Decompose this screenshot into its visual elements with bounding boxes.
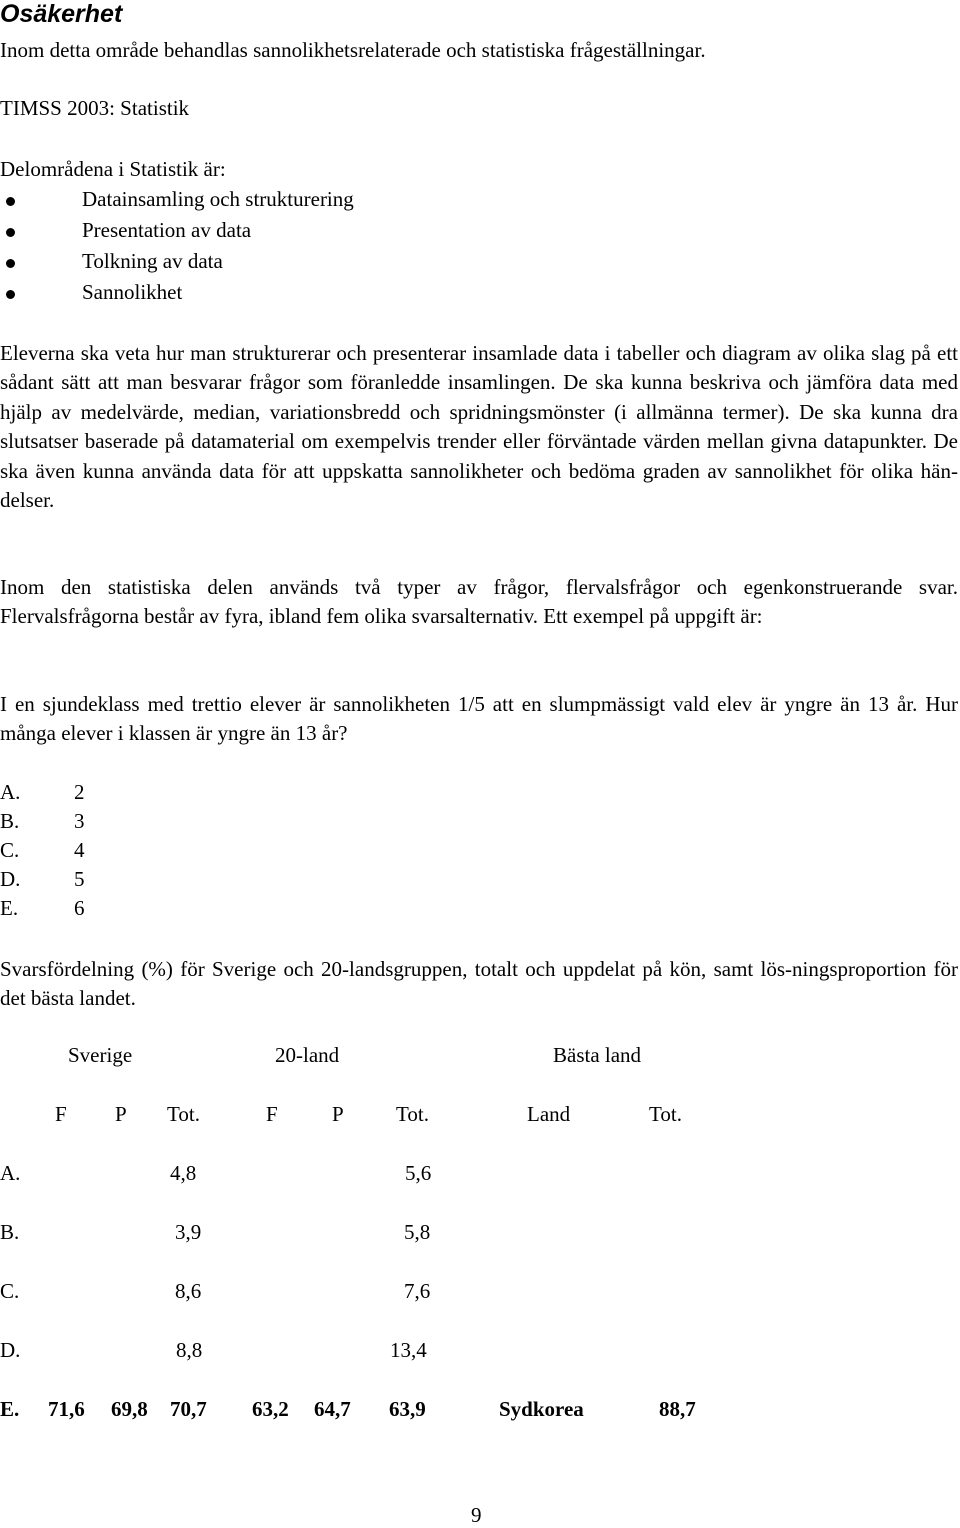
group-header-sverige: Sverige	[68, 1043, 133, 1067]
row-label: A.	[0, 1161, 21, 1185]
option-letter: C.	[0, 838, 20, 862]
intro-text: Inom detta område behandlas sannolikhetsrelaterade och statistiska frågeställningar.	[0, 38, 706, 62]
sverige-p-cell: 69,8	[111, 1397, 148, 1421]
body-paragraph: Inom den statistiska delen används två typer av frågor, flervalsfrågor och egenkonstruerande svar. Flervalsfrågorna består av fyra, ibland fem olika svarsalternativ. Ett exempel på uppgift är:	[0, 575, 958, 629]
best-land-cell: Sydkorea	[499, 1397, 584, 1421]
section-title: TIMSS 2003: Statistik	[0, 96, 190, 120]
list-item: Presentation av data	[82, 218, 252, 242]
land-tot-cell: 5,8	[404, 1220, 431, 1244]
sverige-tot-cell: 70,7	[170, 1397, 207, 1421]
row-label: D.	[0, 1338, 21, 1362]
option-value: 2	[74, 780, 85, 804]
list-item: Tolkning av data	[82, 249, 223, 273]
option-value: 5	[74, 867, 85, 891]
option-letter: A.	[0, 780, 21, 804]
body-paragraph: Eleverna ska veta hur man strukturerar och presenterar insamlade data i tabeller och diagram av olika slag på ett sådant sätt att man besvarar frågor som föranledde insamlingen. De ska kunna beskriva och jämföra data med hjälp av medelvärde, median, variationsbredd och spridningsmönster (i allmänna termer). De ska kunna dra slutsatser baserade på datamaterial om exempelvis trender eller förväntade värden mellan givna datapunkter. De ska även kunna använda data för att uppskatta sannolikheter och bedöma graden av sannolikhet för olika hän-delser.	[0, 341, 958, 513]
sverige-tot-cell: 4,8	[170, 1161, 197, 1185]
column-header: P	[332, 1102, 344, 1126]
column-header: F	[266, 1102, 278, 1126]
column-header: Tot.	[649, 1102, 682, 1126]
option-letter: D.	[0, 867, 21, 891]
column-header: F	[55, 1102, 67, 1126]
land-f-cell: 63,2	[252, 1397, 289, 1421]
land-tot-cell: 5,6	[405, 1161, 432, 1185]
question-text: I en sjundeklass med trettio elever är sannolikheten 1/5 att en slumpmässigt vald elev är yngre än 13 år. Hur många elever i klassen är yngre än 13 år?	[0, 692, 958, 746]
distribution-text: Svarsfördelning (%) för Sverige och 20-landsgruppen, totalt och uppdelat på kön, samt lös-ningsproportion för det bästa landet.	[0, 957, 958, 1011]
option-letter: B.	[0, 809, 20, 833]
page-number: 9	[471, 1503, 482, 1527]
row-label: E.	[0, 1397, 20, 1421]
sverige-f-cell: 71,6	[48, 1397, 85, 1421]
sverige-tot-cell: 8,6	[175, 1279, 202, 1303]
sverige-tot-cell: 3,9	[175, 1220, 202, 1244]
column-header: Tot.	[167, 1102, 200, 1126]
bullet-icon	[6, 228, 15, 237]
land-tot-cell: 7,6	[404, 1279, 431, 1303]
group-header-basta-land: Bästa land	[553, 1043, 642, 1067]
bullet-icon	[6, 259, 15, 268]
column-header: P	[115, 1102, 127, 1126]
page-heading: Osäkerhet	[0, 0, 123, 28]
land-tot-cell: 13,4	[390, 1338, 427, 1362]
best-tot-cell: 88,7	[659, 1397, 696, 1421]
option-letter: E.	[0, 896, 19, 920]
sverige-tot-cell: 8,8	[176, 1338, 203, 1362]
option-value: 3	[74, 809, 85, 833]
group-header-20-land: 20-land	[275, 1043, 340, 1067]
column-header: Land	[527, 1102, 571, 1126]
subareas-intro: Delområdena i Statistik är:	[0, 157, 226, 181]
option-value: 6	[74, 896, 85, 920]
row-label: B.	[0, 1220, 20, 1244]
land-p-cell: 64,7	[314, 1397, 351, 1421]
bullet-icon	[6, 290, 15, 299]
column-header: Tot.	[396, 1102, 429, 1126]
option-value: 4	[74, 838, 85, 862]
bullet-icon	[6, 197, 15, 206]
list-item: Datainsamling och strukturering	[82, 187, 354, 211]
land-tot-cell: 63,9	[389, 1397, 426, 1421]
row-label: C.	[0, 1279, 20, 1303]
list-item: Sannolikhet	[82, 280, 183, 304]
